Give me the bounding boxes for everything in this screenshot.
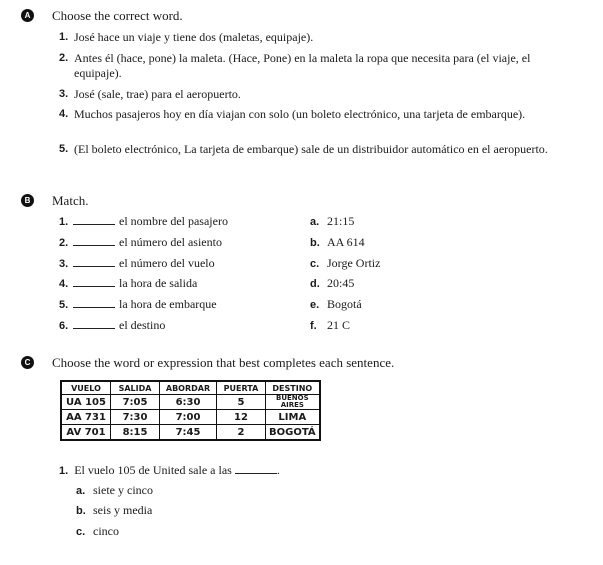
answer-blank[interactable]	[73, 256, 115, 267]
match-row: 6. el destino	[59, 318, 166, 332]
match-option: b. AA 614	[310, 235, 365, 249]
answer-blank[interactable]	[73, 297, 115, 308]
list-item: 3. José (sale, trae) para el aeropuerto.	[59, 87, 241, 101]
list-item: 2. Antes él (hace, pone) la maleta. (Hace, Pone) en la maleta la ropa que necesita para (el viaje, el equipaje).	[59, 51, 531, 80]
section-b-badge: B	[21, 194, 34, 207]
answer-option: c. cinco	[76, 524, 119, 538]
match-row: 3. el número del vuelo	[59, 256, 215, 270]
section-b-heading: Match.	[52, 193, 89, 208]
section-a-badge: A	[21, 9, 34, 22]
list-item: 5. (El boleto electrónico, La tarjeta de embarque) sale de un distribuidor automático en el aeropuerto.	[59, 142, 548, 156]
match-row: 5. la hora de embarque	[59, 297, 217, 311]
section-c-badge: C	[21, 356, 34, 369]
list-item: 4. Muchos pasajeros hoy en día viajan con solo (un boleto electrónico, una tarjeta de embarque).	[59, 107, 526, 121]
answer-option: a. siete y cinco	[76, 483, 153, 497]
match-option: a. 21:15	[310, 214, 355, 228]
match-option: e. Bogotá	[310, 297, 362, 311]
answer-blank[interactable]	[73, 235, 115, 246]
match-option: f. 21 C	[310, 318, 351, 332]
match-row: 1. el nombre del pasajero	[59, 214, 228, 228]
table-row: AV 701 8:15 7:45 2 BOGOTÁ	[61, 425, 320, 441]
answer-option: b. seis y media	[76, 503, 153, 517]
match-option: c. Jorge Ortiz	[310, 256, 381, 270]
list-item: 1. José hace un viaje y tiene dos (maletas, equipaje).	[59, 30, 314, 44]
flight-table	[60, 380, 321, 441]
match-row: 2. el número del asiento	[59, 235, 222, 249]
answer-blank[interactable]	[235, 463, 277, 474]
section-c-heading: Choose the word or expression that best completes each sentence.	[52, 355, 395, 370]
section-a-heading: Choose the correct word.	[52, 8, 183, 23]
table-header-row: VUELO SALIDA ABORDAR PUERTA DESTINO	[61, 381, 320, 395]
match-row: 4. la hora de salida	[59, 276, 198, 290]
answer-blank[interactable]	[73, 318, 115, 329]
answer-blank[interactable]	[73, 276, 115, 287]
question: 1. El vuelo 105 de United sale a las .	[59, 463, 280, 477]
match-option: d. 20:45	[310, 276, 355, 290]
table-row: AA 731 7:30 7:00 12 LIMA	[61, 410, 320, 425]
answer-blank[interactable]	[73, 214, 115, 225]
table-row: UA 105 7:05 6:30 5 BUENOS AIRES	[61, 395, 320, 410]
